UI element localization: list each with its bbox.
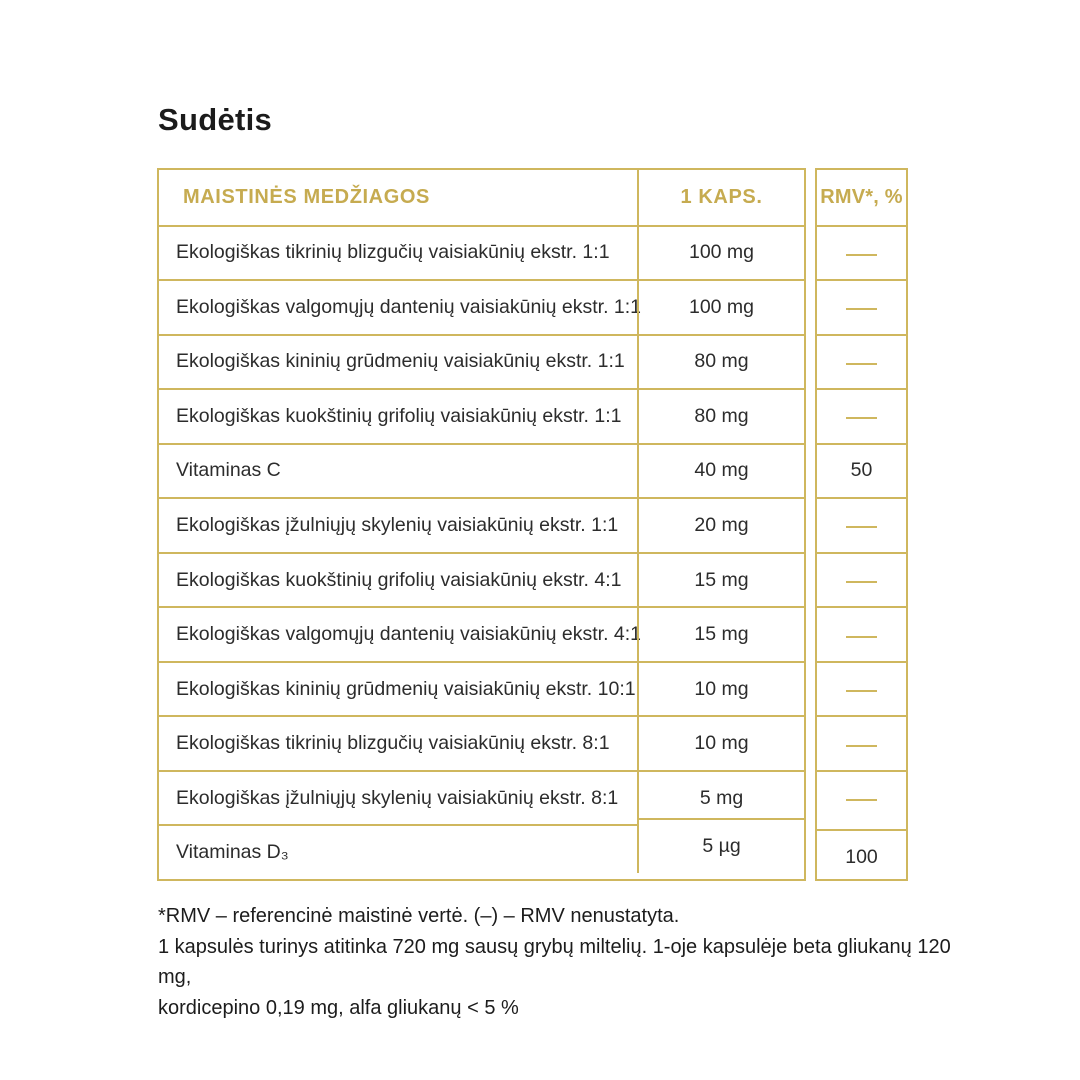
rmv-dash: — — [817, 606, 906, 661]
rmv-dash: — — [817, 770, 906, 825]
rmv-dash: — — [817, 497, 906, 552]
amount-value: 5 µg — [637, 818, 804, 873]
ingredient-name: Ekologiškas tikrinių blizgučių vaisiakūnių ekstr. 8:1 — [159, 715, 637, 770]
composition-table — [157, 168, 908, 881]
rmv-value: 50 — [817, 443, 906, 498]
footnotes — [158, 901, 968, 1023]
rmv-dash: — — [817, 279, 906, 334]
rmv-dash: — — [817, 715, 906, 770]
amount-value: 10 mg — [637, 715, 804, 770]
rmv-dash: — — [817, 334, 906, 389]
ingredient-name: Vitaminas C — [159, 443, 637, 498]
ingredient-name: Ekologiškas įžulniųjų skylenių vaisiakūnių ekstr. 1:1 — [159, 497, 637, 552]
rmv-dash: — — [817, 552, 906, 607]
amount-value: 20 mg — [637, 497, 804, 552]
rmv-dash: — — [817, 661, 906, 716]
rmv-column — [815, 168, 908, 881]
amount-value: 40 mg — [637, 443, 804, 498]
ingredient-name: Ekologiškas valgomųjų dantenių vaisiakūnių ekstr. 4:1 — [159, 606, 637, 661]
amount-value: 100 mg — [637, 279, 804, 334]
amount-value: 5 mg — [637, 770, 804, 825]
rmv-dash: — — [817, 225, 906, 280]
column-header-per-capsule: 1 KAPS. — [637, 170, 804, 225]
footnote-line: kordicepino 0,19 mg, alfa gliukanų < 5 % — [158, 996, 519, 1019]
ingredient-name: Ekologiškas įžulniųjų skylenių vaisiakūnių ekstr. 8:1 — [159, 770, 637, 825]
amount-value: 100 mg — [637, 225, 804, 280]
column-header-nutrients: MAISTINĖS MEDŽIAGOS — [183, 185, 430, 208]
amount-value: 15 mg — [637, 552, 804, 607]
amount-value: 10 mg — [637, 661, 804, 716]
rmv-dash: — — [817, 388, 906, 443]
ingredient-name: Vitaminas D₃ — [159, 824, 637, 879]
amount-value: 80 mg — [637, 388, 804, 443]
page-title: Sudėtis — [158, 102, 273, 137]
rmv-value: 100 — [817, 829, 906, 884]
ingredient-name: Ekologiškas kininių grūdmenių vaisiakūnių ekstr. 1:1 — [159, 334, 637, 389]
ingredient-name: Ekologiškas valgomųjų dantenių vaisiakūnių ekstr. 1:1 — [159, 279, 637, 334]
amount-value: 80 mg — [637, 334, 804, 389]
ingredient-name: Ekologiškas kuokštinių grifolių vaisiakūnių ekstr. 4:1 — [159, 552, 637, 607]
column-header-rmv: RMV*, % — [820, 185, 903, 208]
ingredient-name: Ekologiškas kininių grūdmenių vaisiakūnių ekstr. 10:1 — [159, 661, 637, 716]
footnote-line: 1 kapsulės turinys atitinka 720 mg sausų grybų miltelių. 1-oje kapsulėje beta gliukanų 120 mg, — [158, 935, 951, 988]
nutrients-table — [157, 168, 806, 881]
amount-value: 15 mg — [637, 606, 804, 661]
ingredient-name: Ekologiškas kuokštinių grifolių vaisiakūnių ekstr. 1:1 — [159, 388, 637, 443]
footnote-line: *RMV – referencinė maistinė vertė. (–) – RMV nenustatyta. — [158, 905, 680, 927]
ingredient-name: Ekologiškas tikrinių blizgučių vaisiakūnių ekstr. 1:1 — [159, 225, 637, 280]
